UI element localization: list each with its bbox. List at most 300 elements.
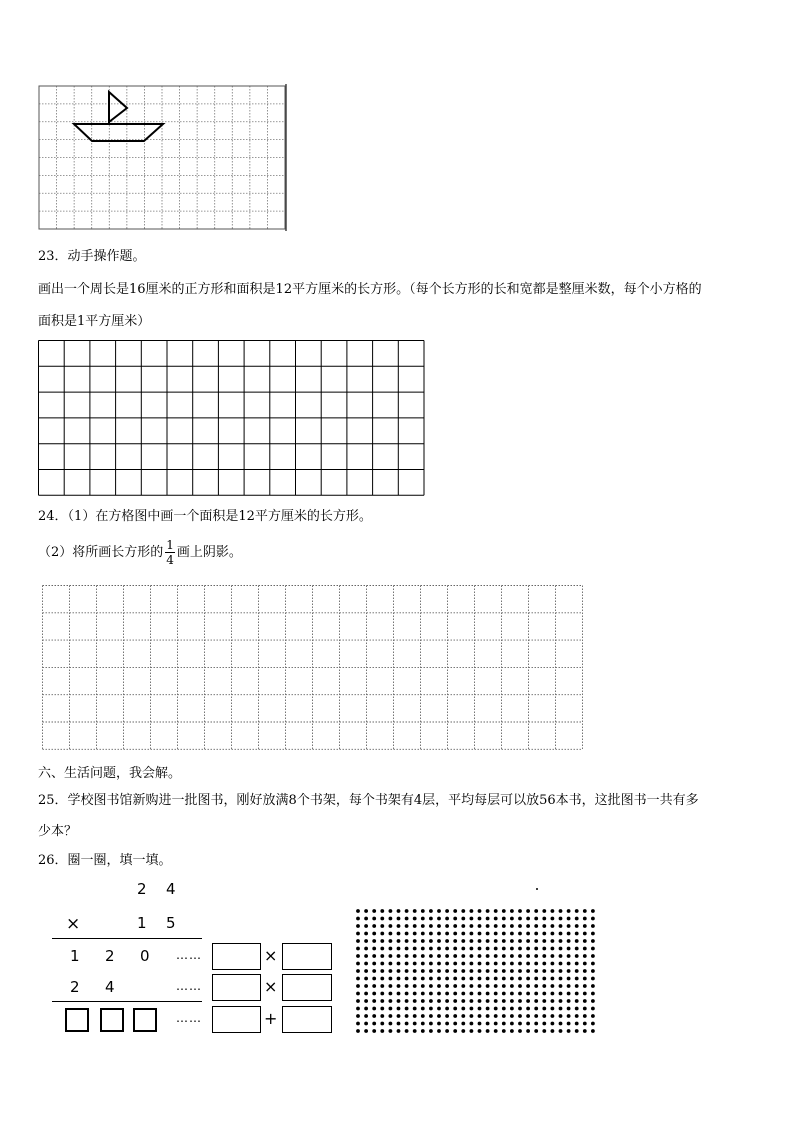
array-dot bbox=[478, 962, 482, 966]
array-dot bbox=[437, 999, 441, 1003]
array-dot bbox=[583, 962, 587, 966]
dot-array-figure bbox=[352, 885, 602, 1037]
array-dot bbox=[372, 999, 376, 1003]
multiplier-digit-ones: 5 bbox=[166, 914, 176, 932]
array-dot bbox=[405, 909, 409, 913]
array-dot bbox=[583, 977, 587, 981]
array-dot bbox=[494, 939, 498, 943]
array-dot bbox=[421, 932, 425, 936]
array-dot bbox=[421, 999, 425, 1003]
array-dot bbox=[486, 1029, 490, 1033]
array-dot bbox=[510, 962, 514, 966]
array-dot bbox=[461, 909, 465, 913]
array-dot bbox=[567, 954, 571, 958]
array-dot bbox=[364, 1014, 368, 1018]
array-dot bbox=[380, 1014, 384, 1018]
array-dot bbox=[364, 932, 368, 936]
array-dot bbox=[591, 924, 595, 928]
array-dot bbox=[583, 932, 587, 936]
array-dot bbox=[559, 977, 563, 981]
array-dot bbox=[461, 924, 465, 928]
array-dot bbox=[583, 992, 587, 996]
array-dot bbox=[518, 932, 522, 936]
q26-vertical-multiplication bbox=[48, 878, 348, 1038]
array-dot bbox=[470, 999, 474, 1003]
array-dot bbox=[380, 939, 384, 943]
array-dot bbox=[397, 1022, 401, 1026]
array-dot bbox=[437, 939, 441, 943]
fraction-denominator: 4 bbox=[166, 553, 174, 567]
array-dot bbox=[559, 954, 563, 958]
array-dot bbox=[518, 947, 522, 951]
array-dot bbox=[356, 962, 360, 966]
array-dot bbox=[502, 984, 506, 988]
array-dot bbox=[413, 1007, 417, 1011]
array-dot bbox=[526, 939, 530, 943]
array-dot bbox=[486, 954, 490, 958]
array-dot bbox=[486, 909, 490, 913]
array-dot bbox=[437, 1007, 441, 1011]
array-dot bbox=[518, 1007, 522, 1011]
array-dot bbox=[372, 954, 376, 958]
array-dot bbox=[453, 954, 457, 958]
array-dot bbox=[510, 1022, 514, 1026]
array-dot bbox=[380, 1007, 384, 1011]
array-dot bbox=[591, 992, 595, 996]
array-dot bbox=[389, 917, 393, 921]
array-dot bbox=[356, 924, 360, 928]
array-dot bbox=[405, 999, 409, 1003]
array-dot bbox=[575, 969, 579, 973]
array-dot bbox=[510, 954, 514, 958]
array-dot bbox=[380, 1022, 384, 1026]
array-dot bbox=[591, 962, 595, 966]
array-dot bbox=[494, 1022, 498, 1026]
array-dot bbox=[542, 932, 546, 936]
array-dot bbox=[478, 917, 482, 921]
array-dot bbox=[534, 924, 538, 928]
array-dot bbox=[583, 1007, 587, 1011]
array-dot bbox=[567, 909, 571, 913]
array-dot bbox=[494, 962, 498, 966]
array-dot bbox=[372, 917, 376, 921]
array-dot bbox=[445, 917, 449, 921]
array-dot bbox=[421, 917, 425, 921]
array-dot bbox=[494, 909, 498, 913]
array-dot bbox=[356, 999, 360, 1003]
array-dot bbox=[445, 939, 449, 943]
array-dot bbox=[526, 984, 530, 988]
array-dot bbox=[445, 947, 449, 951]
array-dot bbox=[551, 962, 555, 966]
array-dot bbox=[405, 939, 409, 943]
array-dot bbox=[583, 1022, 587, 1026]
array-dot bbox=[542, 924, 546, 928]
array-dot bbox=[413, 962, 417, 966]
array-dot bbox=[575, 1022, 579, 1026]
array-dot bbox=[486, 1022, 490, 1026]
boat-sail bbox=[109, 92, 127, 122]
array-dot bbox=[526, 962, 530, 966]
array-dot bbox=[567, 1029, 571, 1033]
array-dot bbox=[380, 924, 384, 928]
array-dot bbox=[364, 969, 368, 973]
array-dot bbox=[502, 962, 506, 966]
array-dot bbox=[542, 1022, 546, 1026]
array-dot bbox=[551, 1029, 555, 1033]
array-dot bbox=[567, 1022, 571, 1026]
array-dot bbox=[526, 917, 530, 921]
q24-part2-suffix: 画上阴影。 bbox=[176, 545, 242, 560]
array-dot bbox=[405, 924, 409, 928]
array-dot bbox=[445, 1022, 449, 1026]
q24-part2-prefix: （2）将所画长方形的 bbox=[38, 545, 164, 560]
array-dot bbox=[510, 909, 514, 913]
array-dot bbox=[591, 932, 595, 936]
array-dot bbox=[470, 1007, 474, 1011]
row1-box-left[interactable] bbox=[212, 943, 261, 970]
row2-box-right[interactable] bbox=[282, 974, 332, 1001]
array-dot bbox=[510, 939, 514, 943]
array-dot bbox=[413, 984, 417, 988]
array-dot bbox=[356, 1022, 360, 1026]
array-dot bbox=[559, 992, 563, 996]
array-dot bbox=[559, 924, 563, 928]
boat-drawing bbox=[74, 92, 163, 141]
array-dot bbox=[542, 909, 546, 913]
array-dot bbox=[421, 909, 425, 913]
array-dot bbox=[470, 969, 474, 973]
array-dot bbox=[364, 962, 368, 966]
array-dot bbox=[429, 954, 433, 958]
array-dot bbox=[429, 917, 433, 921]
array-dot bbox=[567, 947, 571, 951]
answer-box-tens[interactable] bbox=[100, 1008, 124, 1032]
array-dot bbox=[502, 999, 506, 1003]
array-dot bbox=[583, 969, 587, 973]
q26-title: 26．圈一圈，填一填。 bbox=[38, 853, 172, 868]
array-dot bbox=[372, 909, 376, 913]
array-dot bbox=[518, 909, 522, 913]
array-dot bbox=[453, 1029, 457, 1033]
array-dot bbox=[437, 1014, 441, 1018]
array-dot bbox=[453, 999, 457, 1003]
array-dot bbox=[583, 947, 587, 951]
array-dot bbox=[461, 954, 465, 958]
array-dot bbox=[445, 992, 449, 996]
partial2-digit-hundreds: 2 bbox=[70, 978, 80, 996]
array-dot bbox=[551, 947, 555, 951]
array-dot bbox=[494, 977, 498, 981]
q24-dotted-grid bbox=[42, 585, 584, 751]
array-dot bbox=[542, 1029, 546, 1033]
array-dot bbox=[486, 924, 490, 928]
array-dot bbox=[518, 917, 522, 921]
array-dot bbox=[486, 992, 490, 996]
array-dot bbox=[380, 932, 384, 936]
array-dot bbox=[389, 969, 393, 973]
array-dot bbox=[413, 969, 417, 973]
array-dot bbox=[380, 947, 384, 951]
array-dot bbox=[551, 932, 555, 936]
array-dot bbox=[542, 999, 546, 1003]
array-dot bbox=[478, 1007, 482, 1011]
array-dot bbox=[389, 909, 393, 913]
array-dot bbox=[389, 977, 393, 981]
array-dot bbox=[567, 1014, 571, 1018]
array-dot bbox=[559, 999, 563, 1003]
array-dot bbox=[453, 939, 457, 943]
q23-text-line2: 面积是1平方厘米） bbox=[38, 314, 151, 329]
q24-part2 bbox=[38, 538, 242, 567]
array-dot bbox=[486, 977, 490, 981]
array-dot bbox=[461, 962, 465, 966]
array-dot bbox=[445, 984, 449, 988]
array-dot bbox=[470, 992, 474, 996]
array-dot bbox=[429, 1007, 433, 1011]
first-rule-line bbox=[52, 938, 202, 939]
array-dot bbox=[364, 1007, 368, 1011]
array-dot bbox=[453, 977, 457, 981]
array-dot bbox=[526, 932, 530, 936]
array-dot bbox=[389, 984, 393, 988]
array-dot bbox=[413, 924, 417, 928]
row2-box-left[interactable] bbox=[212, 974, 261, 1001]
array-dot bbox=[526, 954, 530, 958]
array-dot bbox=[405, 962, 409, 966]
array-dot bbox=[364, 917, 368, 921]
array-dot bbox=[437, 1029, 441, 1033]
array-dot bbox=[372, 977, 376, 981]
array-dot bbox=[421, 939, 425, 943]
array-dot bbox=[534, 909, 538, 913]
array-dot bbox=[542, 939, 546, 943]
array-dot bbox=[575, 932, 579, 936]
array-dot bbox=[502, 1007, 506, 1011]
array-dot bbox=[413, 999, 417, 1003]
q25-text-line2: 少本？ bbox=[38, 824, 78, 839]
array-dot bbox=[405, 917, 409, 921]
array-dot bbox=[453, 947, 457, 951]
q23-square-grid bbox=[38, 340, 426, 496]
array-dot bbox=[575, 977, 579, 981]
array-dot bbox=[478, 992, 482, 996]
array-dot bbox=[437, 1022, 441, 1026]
boat-hull bbox=[74, 124, 163, 141]
array-dot bbox=[429, 947, 433, 951]
array-dot bbox=[461, 992, 465, 996]
array-dot bbox=[518, 984, 522, 988]
array-dot bbox=[461, 999, 465, 1003]
array-dot bbox=[380, 1029, 384, 1033]
answer-box-hundreds[interactable] bbox=[65, 1008, 89, 1032]
array-dot bbox=[429, 939, 433, 943]
array-dot bbox=[445, 909, 449, 913]
array-dot bbox=[567, 1007, 571, 1011]
array-dot bbox=[413, 954, 417, 958]
array-dot bbox=[470, 1014, 474, 1018]
array-dot bbox=[567, 969, 571, 973]
array-dot bbox=[397, 977, 401, 981]
array-dot bbox=[389, 932, 393, 936]
array-dot bbox=[453, 1022, 457, 1026]
array-dot bbox=[429, 932, 433, 936]
array-dot bbox=[551, 992, 555, 996]
array-dot bbox=[494, 1029, 498, 1033]
array-dot bbox=[534, 969, 538, 973]
array-dot bbox=[364, 909, 368, 913]
array-dot bbox=[518, 1029, 522, 1033]
array-dot bbox=[372, 962, 376, 966]
array-dot bbox=[397, 1014, 401, 1018]
array-dot bbox=[494, 984, 498, 988]
array-dot bbox=[551, 917, 555, 921]
array-dot bbox=[575, 917, 579, 921]
array-dot bbox=[478, 1014, 482, 1018]
partial2-digit-tens: 4 bbox=[105, 978, 115, 996]
row3-box-left[interactable] bbox=[212, 1006, 261, 1033]
array-dot bbox=[567, 917, 571, 921]
array-dot bbox=[478, 932, 482, 936]
array-dot bbox=[575, 1029, 579, 1033]
array-dot bbox=[534, 947, 538, 951]
row2-times-sign: × bbox=[264, 977, 278, 996]
array-dot bbox=[526, 1029, 530, 1033]
stray-dot bbox=[536, 888, 538, 890]
array-dot bbox=[461, 1029, 465, 1033]
array-dot bbox=[559, 969, 563, 973]
array-dot bbox=[526, 969, 530, 973]
array-dot bbox=[518, 977, 522, 981]
array-dot bbox=[389, 939, 393, 943]
array-dot bbox=[421, 977, 425, 981]
array-dot bbox=[364, 1029, 368, 1033]
array-dot bbox=[380, 969, 384, 973]
array-dot bbox=[372, 924, 376, 928]
array-dot bbox=[461, 947, 465, 951]
array-dot bbox=[437, 984, 441, 988]
array-dot bbox=[372, 1007, 376, 1011]
array-dot bbox=[551, 977, 555, 981]
array-dot bbox=[413, 1022, 417, 1026]
array-dot bbox=[518, 969, 522, 973]
array-dot bbox=[364, 939, 368, 943]
array-dot bbox=[356, 992, 360, 996]
multiplicand-digit-ones: 4 bbox=[166, 880, 176, 898]
array-dot bbox=[445, 999, 449, 1003]
array-dot bbox=[397, 992, 401, 996]
array-dot bbox=[389, 992, 393, 996]
array-dot bbox=[356, 1007, 360, 1011]
array-dot bbox=[478, 939, 482, 943]
array-dot bbox=[494, 992, 498, 996]
array-dot bbox=[567, 977, 571, 981]
array-dot bbox=[486, 1007, 490, 1011]
array-dot bbox=[551, 909, 555, 913]
array-dot bbox=[413, 977, 417, 981]
array-dot bbox=[551, 969, 555, 973]
array-dot bbox=[542, 962, 546, 966]
array-dot bbox=[421, 947, 425, 951]
array-dot bbox=[583, 1014, 587, 1018]
array-dot bbox=[591, 909, 595, 913]
array-dot bbox=[364, 924, 368, 928]
array-dot bbox=[559, 909, 563, 913]
array-dot bbox=[364, 999, 368, 1003]
array-dot bbox=[380, 909, 384, 913]
array-dot bbox=[518, 954, 522, 958]
dots-row1: …… bbox=[176, 948, 202, 962]
array-dot bbox=[534, 977, 538, 981]
array-dot bbox=[478, 969, 482, 973]
array-dot bbox=[526, 999, 530, 1003]
array-dot bbox=[591, 1022, 595, 1026]
array-dot bbox=[551, 924, 555, 928]
answer-box-ones[interactable] bbox=[133, 1008, 157, 1032]
array-dot bbox=[534, 932, 538, 936]
array-dot bbox=[494, 932, 498, 936]
array-dot bbox=[389, 1007, 393, 1011]
array-dot bbox=[453, 992, 457, 996]
row3-box-right[interactable] bbox=[282, 1006, 332, 1033]
array-dot bbox=[559, 932, 563, 936]
row1-box-right[interactable] bbox=[282, 943, 332, 970]
array-dot bbox=[478, 977, 482, 981]
array-dot bbox=[470, 977, 474, 981]
array-dot bbox=[380, 984, 384, 988]
array-dot bbox=[421, 984, 425, 988]
array-dot bbox=[470, 909, 474, 913]
array-dot bbox=[364, 1022, 368, 1026]
array-dot bbox=[470, 1022, 474, 1026]
array-dot bbox=[575, 909, 579, 913]
array-dot bbox=[591, 939, 595, 943]
array-dot bbox=[413, 1014, 417, 1018]
array-dot bbox=[534, 917, 538, 921]
fraction-numerator: 1 bbox=[166, 538, 174, 552]
array-dot bbox=[518, 999, 522, 1003]
array-dot bbox=[453, 917, 457, 921]
array-dot bbox=[486, 947, 490, 951]
array-dot bbox=[397, 1007, 401, 1011]
array-dot bbox=[445, 1014, 449, 1018]
array-dot bbox=[551, 954, 555, 958]
array-dot bbox=[445, 954, 449, 958]
array-dot bbox=[510, 917, 514, 921]
array-dot bbox=[510, 1014, 514, 1018]
array-dot bbox=[470, 947, 474, 951]
dots-row3: …… bbox=[176, 1011, 202, 1025]
array-dot bbox=[478, 924, 482, 928]
dots-row2: …… bbox=[176, 979, 202, 993]
array-dot bbox=[389, 924, 393, 928]
array-dot bbox=[397, 924, 401, 928]
array-dot bbox=[429, 969, 433, 973]
array-dot bbox=[453, 932, 457, 936]
array-dot bbox=[453, 984, 457, 988]
array-dot bbox=[437, 992, 441, 996]
array-dot bbox=[429, 1029, 433, 1033]
array-dot bbox=[397, 984, 401, 988]
array-dot bbox=[542, 984, 546, 988]
array-dot bbox=[372, 984, 376, 988]
array-dot bbox=[356, 984, 360, 988]
multiplication-sign: × bbox=[66, 914, 81, 934]
array-dot bbox=[478, 954, 482, 958]
array-dot bbox=[559, 1022, 563, 1026]
array-dot bbox=[429, 909, 433, 913]
dot-array bbox=[356, 909, 595, 1033]
